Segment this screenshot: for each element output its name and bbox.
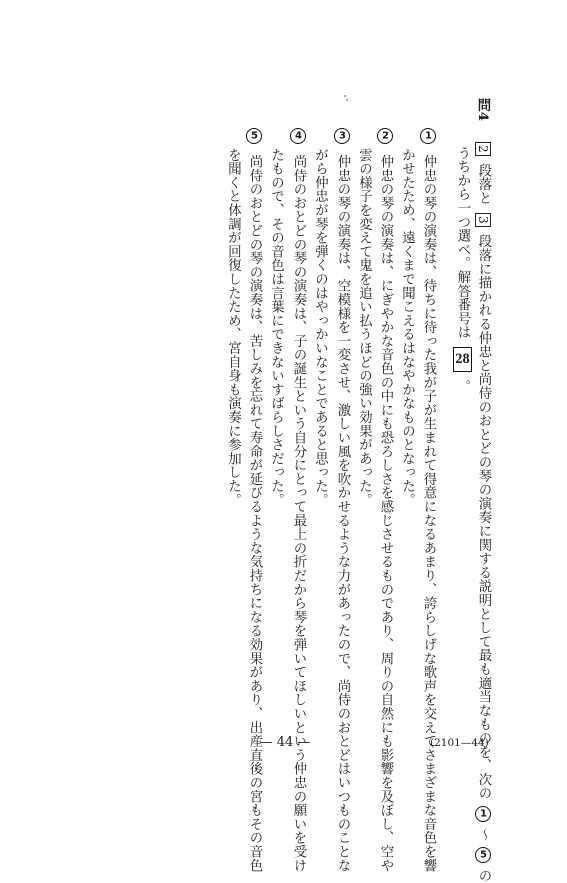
option-2-line-2 <box>357 148 370 507</box>
exam-code: (2101—44) <box>430 737 489 749</box>
range-end-circle: 5 <box>475 847 491 863</box>
option-1-number-circle: 1 <box>420 128 436 144</box>
option-1-line-1 <box>420 127 436 872</box>
option-1-line-2 <box>400 148 413 507</box>
option-3-text-1: 仲忠の琴の演奏は、空模様を一変させ、激しい風を吹かせるような力があったので、尚侍のおとどはいつものことな <box>335 154 350 873</box>
scan-speck <box>346 99 348 101</box>
option-2-line-1 <box>377 127 393 872</box>
option-1-text-1: 仲忠の琴の演奏は、待ちに待った我が子が生まれて得意になるあまり、誇らしげな歌声を交えてさまざまな音色を響 <box>421 154 436 873</box>
option-4-text-2: たもので、その音色は言葉にできないすばらしさだった。 <box>268 148 284 507</box>
option-5-number-circle: 5 <box>246 128 262 144</box>
scan-speck <box>344 95 346 97</box>
question-text-1: 段落と <box>476 163 491 205</box>
paragraph-box-a: 2 <box>475 142 491 156</box>
range-tilde: ～ <box>476 827 491 842</box>
option-5-text-2: を聞くと体調が回復したため、宮自身も演奏に参加した。 <box>225 148 241 507</box>
option-4-text-1: 尚侍のおとどの琴の演奏は、子の誕生という自分にとって最上の折だから琴を弾いてほしいという仲忠の願いを受け <box>291 154 306 873</box>
question-line2-end: 。 <box>455 379 470 394</box>
option-2-text-2: 雲の様子を変えて鬼を追い払うほどの強い効果があった。 <box>356 148 372 507</box>
paragraph-box-b: 3 <box>475 213 491 227</box>
option-3-line-1 <box>334 127 350 872</box>
option-3-number-circle: 3 <box>334 128 350 144</box>
option-5-text-1: 尚侍のおとどの琴の演奏は、苦しみを忘れて寿命が延びるような気持ちになる効果があり、出産直後の宮もその音色 <box>247 154 262 873</box>
question-text-3: の <box>476 868 491 883</box>
option-3-line-2 <box>313 148 326 507</box>
question-line-1 <box>475 98 491 883</box>
option-3-text-2: がら仲忠が琴を弾くのはやっかいなことであると思った。 <box>312 148 328 507</box>
answer-number-box: 28 <box>453 347 472 372</box>
option-2-number-circle: 2 <box>377 128 393 144</box>
option-5-line-1 <box>246 127 262 872</box>
range-start-circle: 1 <box>475 806 491 822</box>
question-line-2 <box>453 146 472 393</box>
option-1-text-2: かせたため、遠くまで聞こえるはなやかなものとなった。 <box>399 148 415 507</box>
question-label: 問4 <box>475 98 491 122</box>
question-line2-text: うちから一つ選べ。解答番号は <box>455 146 470 340</box>
option-4-number-circle: 4 <box>290 128 306 144</box>
option-4-line-2 <box>269 148 282 507</box>
option-5-line-2 <box>226 148 239 507</box>
option-4-line-1 <box>290 127 306 872</box>
page-number: — 44 — <box>259 735 311 750</box>
option-2-text-1: 仲忠の琴の演奏は、にぎやかな音色の中にも恐ろしさを感じさせるものであり、周りの自然にも影響を及ぼし、空や <box>378 154 393 873</box>
question-text-2: 段落に描かれる仲忠と尚侍のおとどの琴の演奏に関する説明として最も適当なものを、次の <box>476 234 491 801</box>
